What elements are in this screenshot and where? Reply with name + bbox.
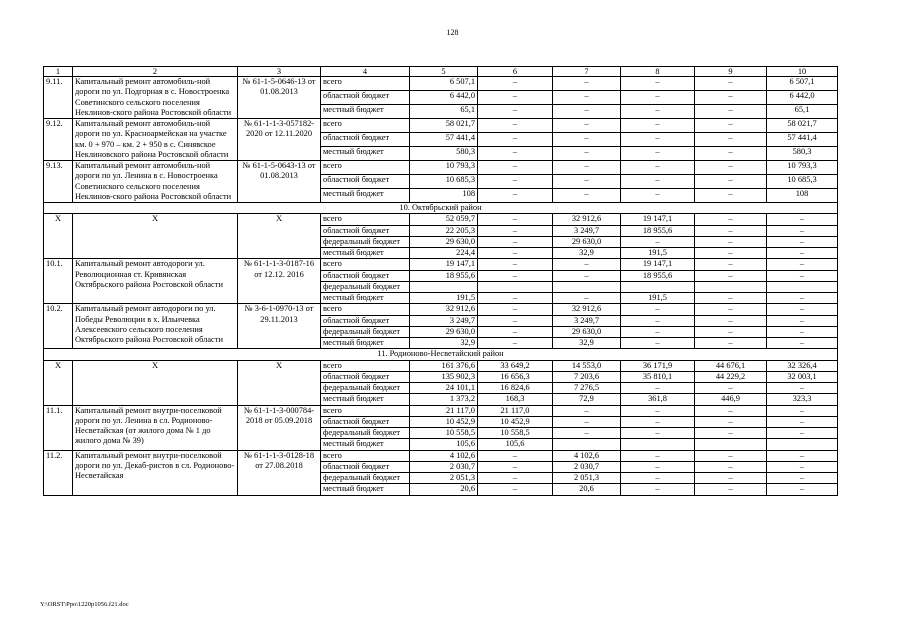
budget-label: федеральный бюджет bbox=[321, 428, 410, 439]
amount-cell: 10 558,5 bbox=[478, 428, 553, 439]
amount-cell: – bbox=[695, 189, 767, 203]
amount-cell: 446,9 bbox=[695, 394, 767, 405]
amount-cell bbox=[478, 281, 553, 292]
amount-cell: – bbox=[695, 214, 767, 225]
object-name: Капитальный ремонт внутри-поселковой дороги по ул. Декаб-ристов в сл. Родионово-Несветайская bbox=[73, 450, 238, 495]
amount-cell: – bbox=[695, 428, 767, 439]
amount-cell: – bbox=[621, 473, 695, 484]
object-name: Х bbox=[73, 360, 238, 405]
budget-label: местный бюджет bbox=[321, 293, 410, 304]
column-header: 9 bbox=[695, 67, 767, 77]
amount-cell: – bbox=[621, 338, 695, 349]
amount-cell: 6 507,1 bbox=[767, 77, 838, 91]
amount-cell: – bbox=[695, 304, 767, 315]
amount-cell: – bbox=[478, 175, 553, 189]
amount-cell: 191,5 bbox=[410, 293, 478, 304]
amount-cell: 24 101,1 bbox=[410, 383, 478, 394]
amount-cell: 108 bbox=[410, 189, 478, 203]
amount-cell: – bbox=[695, 315, 767, 326]
row-number: 11.1. bbox=[44, 405, 73, 450]
object-name: Капитальный ремонт автомобиль-ной дороги по ул. Красноармейская на участке км. 0 + 970 – км. 2 + 950 в с. Синявское Неклиновского района Ростовской области bbox=[73, 119, 238, 161]
amount-cell: – bbox=[695, 259, 767, 270]
amount-cell: 18 955,6 bbox=[410, 270, 478, 281]
amount-cell: 32,9 bbox=[553, 248, 621, 259]
budget-label: местный бюджет bbox=[321, 439, 410, 450]
amount-cell: – bbox=[621, 91, 695, 105]
amount-cell: – bbox=[767, 338, 838, 349]
amount-cell: 3 249,7 bbox=[410, 315, 478, 326]
amount-cell: 105,6 bbox=[478, 439, 553, 450]
document-number: № 61-1-1-3-000784-2018 от 05.09.2018 bbox=[238, 405, 321, 450]
amount-cell: 21 117,0 bbox=[478, 405, 553, 416]
amount-cell: – bbox=[478, 214, 553, 225]
document-number: Х bbox=[238, 360, 321, 405]
amount-cell: – bbox=[478, 91, 553, 105]
amount-cell: 10 685,3 bbox=[767, 175, 838, 189]
amount-cell: – bbox=[695, 105, 767, 119]
amount-cell: – bbox=[621, 105, 695, 119]
budget-label: всего bbox=[321, 77, 410, 91]
amount-cell: – bbox=[695, 484, 767, 495]
amount-cell: 168,3 bbox=[478, 394, 553, 405]
amount-cell: 20,6 bbox=[410, 484, 478, 495]
amount-cell: – bbox=[695, 450, 767, 461]
amount-cell: 108 bbox=[767, 189, 838, 203]
amount-cell bbox=[553, 281, 621, 292]
amount-cell bbox=[767, 281, 838, 292]
amount-cell: – bbox=[478, 484, 553, 495]
amount-cell: – bbox=[621, 147, 695, 161]
amount-cell: – bbox=[478, 461, 553, 472]
object-name: Капитальный ремонт автомобиль-ной дороги по ул. Ленина в с. Новостроенка Советинского сельского поселения Неклинов-ского района Ростовской области bbox=[73, 161, 238, 203]
amount-cell: – bbox=[621, 405, 695, 416]
amount-cell: 16 824,6 bbox=[478, 383, 553, 394]
section-title-row bbox=[44, 349, 838, 360]
amount-cell: 32,9 bbox=[553, 338, 621, 349]
object-name: Капитальный ремонт автодороги ул. Революционная ст. Кривянская Октябрьского района Ростовской области bbox=[73, 259, 238, 304]
amount-cell: – bbox=[767, 461, 838, 472]
document-number: Х bbox=[238, 214, 321, 259]
budget-label: местный бюджет bbox=[321, 338, 410, 349]
budget-label: всего bbox=[321, 405, 410, 416]
amount-cell: – bbox=[478, 225, 553, 236]
column-header: 7 bbox=[553, 67, 621, 77]
amount-cell: 580,3 bbox=[767, 147, 838, 161]
amount-cell: – bbox=[553, 119, 621, 133]
document-number: № 61-1-1-3-0128-18 от 27.08.2018 bbox=[238, 450, 321, 495]
budget-label: местный бюджет bbox=[321, 189, 410, 203]
amount-cell: – bbox=[553, 147, 621, 161]
amount-cell: – bbox=[478, 119, 553, 133]
amount-cell: – bbox=[478, 326, 553, 337]
budget-label: всего bbox=[321, 119, 410, 133]
document-number: № 61-1-5-0646-13 от 01.08.2013 bbox=[238, 77, 321, 119]
row-number: 9.12. bbox=[44, 119, 73, 161]
amount-cell: – bbox=[767, 304, 838, 315]
row-number: 9.11. bbox=[44, 77, 73, 119]
amount-cell: – bbox=[478, 315, 553, 326]
amount-cell: – bbox=[553, 405, 621, 416]
table-row bbox=[44, 450, 838, 461]
amount-cell: – bbox=[478, 270, 553, 281]
amount-cell: – bbox=[695, 161, 767, 175]
amount-cell: – bbox=[553, 270, 621, 281]
row-number: Х bbox=[44, 360, 73, 405]
amount-cell: 57 441,4 bbox=[767, 133, 838, 147]
object-name: Капитальный ремонт автомобиль-ной дороги по ул. Подгорная в с. Новостроенка Советинского сельского поселения Неклинов-ского района Ростовской области bbox=[73, 77, 238, 119]
amount-cell: 32,9 bbox=[410, 338, 478, 349]
amount-cell: 4 102,6 bbox=[410, 450, 478, 461]
column-header: 2 bbox=[73, 67, 238, 77]
amount-cell: – bbox=[621, 175, 695, 189]
amount-cell: 191,5 bbox=[621, 293, 695, 304]
amount-cell bbox=[695, 439, 767, 450]
amount-cell: 7 203,6 bbox=[553, 371, 621, 382]
amount-cell: – bbox=[695, 248, 767, 259]
amount-cell: – bbox=[767, 259, 838, 270]
amount-cell bbox=[621, 281, 695, 292]
budget-label: федеральный бюджет bbox=[321, 473, 410, 484]
amount-cell: 10 793,3 bbox=[767, 161, 838, 175]
column-header: 1 bbox=[44, 67, 73, 77]
amount-cell: 44 676,1 bbox=[695, 360, 767, 371]
amount-cell: – bbox=[767, 450, 838, 461]
amount-cell: – bbox=[767, 473, 838, 484]
amount-cell: – bbox=[478, 236, 553, 247]
amount-cell: 19 147,1 bbox=[621, 214, 695, 225]
amount-cell: – bbox=[553, 133, 621, 147]
amount-cell: – bbox=[695, 270, 767, 281]
amount-cell: – bbox=[553, 175, 621, 189]
amount-cell: 65,1 bbox=[767, 105, 838, 119]
amount-cell: 2 051,3 bbox=[553, 473, 621, 484]
budget-label: всего bbox=[321, 450, 410, 461]
amount-cell: 10 685,3 bbox=[410, 175, 478, 189]
document-number: № 3-6-1-0970-13 от 29.11.2013 bbox=[238, 304, 321, 349]
amount-cell: 32 912,6 bbox=[553, 304, 621, 315]
row-number: 10.2. bbox=[44, 304, 73, 349]
file-path-footer: Y:\ORST\Ppo\1220p1056.f21.doc bbox=[40, 601, 129, 608]
budget-label: областной бюджет bbox=[321, 416, 410, 427]
budget-label: местный бюджет bbox=[321, 394, 410, 405]
amount-cell: 16 656,3 bbox=[478, 371, 553, 382]
budget-table bbox=[43, 66, 838, 496]
budget-label: областной бюджет bbox=[321, 371, 410, 382]
amount-cell: – bbox=[621, 77, 695, 91]
amount-cell: 18 955,6 bbox=[621, 225, 695, 236]
table-row bbox=[44, 259, 838, 270]
amount-cell: – bbox=[695, 461, 767, 472]
amount-cell: – bbox=[695, 293, 767, 304]
amount-cell: 1 373,2 bbox=[410, 394, 478, 405]
amount-cell: 32 003,1 bbox=[767, 371, 838, 382]
section-title: 10. Октябрьский район bbox=[44, 203, 838, 214]
budget-label: всего bbox=[321, 304, 410, 315]
amount-cell: 52 059,7 bbox=[410, 214, 478, 225]
amount-cell: 4 102,6 bbox=[553, 450, 621, 461]
amount-cell: – bbox=[478, 77, 553, 91]
budget-label: местный бюджет bbox=[321, 147, 410, 161]
amount-cell: 6 507,1 bbox=[410, 77, 478, 91]
budget-label: местный бюджет bbox=[321, 248, 410, 259]
amount-cell: – bbox=[553, 293, 621, 304]
column-header: 8 bbox=[621, 67, 695, 77]
column-header: 6 bbox=[478, 67, 553, 77]
amount-cell: – bbox=[553, 77, 621, 91]
amount-cell: – bbox=[621, 383, 695, 394]
budget-label: местный бюджет bbox=[321, 105, 410, 119]
amount-cell: 10 793,3 bbox=[410, 161, 478, 175]
amount-cell: 7 276,5 bbox=[553, 383, 621, 394]
amount-cell: – bbox=[553, 91, 621, 105]
amount-cell: 2 030,7 bbox=[553, 461, 621, 472]
amount-cell: 21 117,0 bbox=[410, 405, 478, 416]
amount-cell bbox=[621, 439, 695, 450]
amount-cell: – bbox=[621, 484, 695, 495]
amount-cell: – bbox=[767, 484, 838, 495]
amount-cell: 29 630,0 bbox=[553, 236, 621, 247]
amount-cell: – bbox=[478, 338, 553, 349]
object-name: Х bbox=[73, 214, 238, 259]
amount-cell: – bbox=[695, 77, 767, 91]
document-number: № 61-1-1-3-0187-16 от 12.12. 2016 bbox=[238, 259, 321, 304]
amount-cell: – bbox=[695, 338, 767, 349]
amount-cell: – bbox=[621, 119, 695, 133]
budget-label: всего bbox=[321, 161, 410, 175]
amount-cell: 6 442,0 bbox=[767, 91, 838, 105]
amount-cell: – bbox=[478, 304, 553, 315]
amount-cell: 29 630,0 bbox=[410, 326, 478, 337]
amount-cell: – bbox=[553, 416, 621, 427]
budget-label: областной бюджет bbox=[321, 133, 410, 147]
amount-cell: – bbox=[621, 461, 695, 472]
amount-cell: – bbox=[767, 293, 838, 304]
budget-label: всего bbox=[321, 259, 410, 270]
section-title-row bbox=[44, 203, 838, 214]
amount-cell: – bbox=[767, 383, 838, 394]
amount-cell: – bbox=[695, 175, 767, 189]
amount-cell: – bbox=[767, 428, 838, 439]
amount-cell: 10 558,5 bbox=[410, 428, 478, 439]
amount-cell: – bbox=[695, 383, 767, 394]
amount-cell: – bbox=[621, 450, 695, 461]
document-number: № 61-1-5-0643-13 от 01.08.2013 bbox=[238, 161, 321, 203]
amount-cell: – bbox=[553, 189, 621, 203]
amount-cell: 22 205,3 bbox=[410, 225, 478, 236]
amount-cell: – bbox=[621, 133, 695, 147]
amount-cell: – bbox=[767, 225, 838, 236]
amount-cell: – bbox=[478, 133, 553, 147]
budget-label: областной бюджет bbox=[321, 461, 410, 472]
amount-cell: – bbox=[767, 248, 838, 259]
table-row bbox=[44, 304, 838, 315]
amount-cell: 191,5 bbox=[621, 248, 695, 259]
amount-cell: 224,4 bbox=[410, 248, 478, 259]
budget-label: областной бюджет bbox=[321, 91, 410, 105]
amount-cell: – bbox=[621, 326, 695, 337]
amount-cell: – bbox=[478, 248, 553, 259]
amount-cell: – bbox=[767, 326, 838, 337]
budget-label: всего bbox=[321, 360, 410, 371]
amount-cell: 58 021,7 bbox=[767, 119, 838, 133]
amount-cell: 32 326,4 bbox=[767, 360, 838, 371]
amount-cell: – bbox=[478, 189, 553, 203]
amount-cell bbox=[553, 439, 621, 450]
amount-cell: 32 912,6 bbox=[410, 304, 478, 315]
amount-cell: – bbox=[553, 161, 621, 175]
amount-cell: 105,6 bbox=[410, 439, 478, 450]
amount-cell: 161 376,6 bbox=[410, 360, 478, 371]
amount-cell: 20,6 bbox=[553, 484, 621, 495]
table-row bbox=[44, 405, 838, 416]
amount-cell: 19 147,1 bbox=[410, 259, 478, 270]
amount-cell: 32 912,6 bbox=[553, 214, 621, 225]
budget-label: местный бюджет bbox=[321, 484, 410, 495]
amount-cell: – bbox=[621, 161, 695, 175]
table-row bbox=[44, 119, 838, 133]
budget-label: областной бюджет bbox=[321, 315, 410, 326]
row-number: 10.1. bbox=[44, 259, 73, 304]
budget-label: федеральный бюджет bbox=[321, 236, 410, 247]
amount-cell: 29 630,0 bbox=[553, 326, 621, 337]
amount-cell: – bbox=[478, 161, 553, 175]
object-name: Капитальный ремонт автодороги по ул. Победы Революции в х. Ильичевка Алексеевского сельского поселения Октябрьского района Ростовской области bbox=[73, 304, 238, 349]
amount-cell: – bbox=[695, 405, 767, 416]
amount-cell: 2 030,7 bbox=[410, 461, 478, 472]
amount-cell: – bbox=[621, 416, 695, 427]
column-header: 5 bbox=[410, 67, 478, 77]
amount-cell bbox=[410, 281, 478, 292]
amount-cell: 33 649,2 bbox=[478, 360, 553, 371]
column-header: 10 bbox=[767, 67, 838, 77]
column-header: 4 bbox=[321, 67, 410, 77]
amount-cell: 10 452,9 bbox=[478, 416, 553, 427]
amount-cell bbox=[767, 439, 838, 450]
section-title: 11. Родионово-Несветайский район bbox=[44, 349, 838, 360]
amount-cell: – bbox=[695, 473, 767, 484]
amount-cell: – bbox=[695, 119, 767, 133]
amount-cell: 44 229,2 bbox=[695, 371, 767, 382]
budget-label: федеральный бюджет bbox=[321, 383, 410, 394]
amount-cell: – bbox=[767, 270, 838, 281]
column-header: 3 bbox=[238, 67, 321, 77]
amount-cell: – bbox=[767, 214, 838, 225]
page-number: 128 bbox=[446, 28, 459, 37]
amount-cell: – bbox=[767, 236, 838, 247]
amount-cell: – bbox=[695, 225, 767, 236]
table-row bbox=[44, 77, 838, 91]
row-number: Х bbox=[44, 214, 73, 259]
amount-cell: 323,3 bbox=[767, 394, 838, 405]
table-row bbox=[44, 360, 838, 371]
amount-cell: – bbox=[695, 147, 767, 161]
budget-label: федеральный бюджет bbox=[321, 326, 410, 337]
amount-cell: 3 249,7 bbox=[553, 225, 621, 236]
amount-cell: – bbox=[478, 147, 553, 161]
budget-label: областной бюджет bbox=[321, 225, 410, 236]
amount-cell: – bbox=[695, 416, 767, 427]
amount-cell: – bbox=[695, 91, 767, 105]
amount-cell: – bbox=[767, 405, 838, 416]
amount-cell: – bbox=[553, 428, 621, 439]
amount-cell: – bbox=[767, 315, 838, 326]
budget-label: областной бюджет bbox=[321, 270, 410, 281]
amount-cell: – bbox=[621, 304, 695, 315]
amount-cell: – bbox=[621, 189, 695, 203]
amount-cell: 58 021,7 bbox=[410, 119, 478, 133]
amount-cell: 10 452,9 bbox=[410, 416, 478, 427]
amount-cell: – bbox=[478, 450, 553, 461]
row-number: 9.13. bbox=[44, 161, 73, 203]
amount-cell: – bbox=[695, 236, 767, 247]
budget-label: областной бюджет bbox=[321, 175, 410, 189]
amount-cell: – bbox=[695, 133, 767, 147]
amount-cell: 29 630,0 bbox=[410, 236, 478, 247]
amount-cell: – bbox=[621, 315, 695, 326]
amount-cell: 57 441,4 bbox=[410, 133, 478, 147]
amount-cell: – bbox=[553, 105, 621, 119]
amount-cell: – bbox=[695, 326, 767, 337]
amount-cell: 19 147,1 bbox=[621, 259, 695, 270]
amount-cell bbox=[695, 281, 767, 292]
amount-cell: 72,9 bbox=[553, 394, 621, 405]
amount-cell: 3 249,7 bbox=[553, 315, 621, 326]
amount-cell: – bbox=[478, 473, 553, 484]
document-number: № 61-1-1-3-057182-2020 от 12.11.2020 bbox=[238, 119, 321, 161]
table-row bbox=[44, 214, 838, 225]
amount-cell: 361,8 bbox=[621, 394, 695, 405]
amount-cell: – bbox=[621, 236, 695, 247]
amount-cell: 14 553,0 bbox=[553, 360, 621, 371]
header-row bbox=[44, 67, 838, 77]
amount-cell: 6 442,0 bbox=[410, 91, 478, 105]
amount-cell: – bbox=[621, 428, 695, 439]
amount-cell: 65,1 bbox=[410, 105, 478, 119]
amount-cell: 580,3 bbox=[410, 147, 478, 161]
table-row bbox=[44, 161, 838, 175]
amount-cell: – bbox=[478, 105, 553, 119]
amount-cell: – bbox=[478, 259, 553, 270]
amount-cell: 2 051,3 bbox=[410, 473, 478, 484]
amount-cell: – bbox=[767, 416, 838, 427]
budget-label: всего bbox=[321, 214, 410, 225]
amount-cell: 135 902,3 bbox=[410, 371, 478, 382]
amount-cell: – bbox=[553, 259, 621, 270]
amount-cell: – bbox=[478, 293, 553, 304]
amount-cell: 36 171,9 bbox=[621, 360, 695, 371]
budget-label: федеральный бюджет bbox=[321, 281, 410, 292]
object-name: Капитальный ремонт внутри-поселковой дороги по ул. Ленина в сл. Родионово-Несветайская (от жилого дома № 1 до жилого дома № 39) bbox=[73, 405, 238, 450]
amount-cell: 35 810,1 bbox=[621, 371, 695, 382]
amount-cell: 18 955,6 bbox=[621, 270, 695, 281]
row-number: 11.2. bbox=[44, 450, 73, 495]
